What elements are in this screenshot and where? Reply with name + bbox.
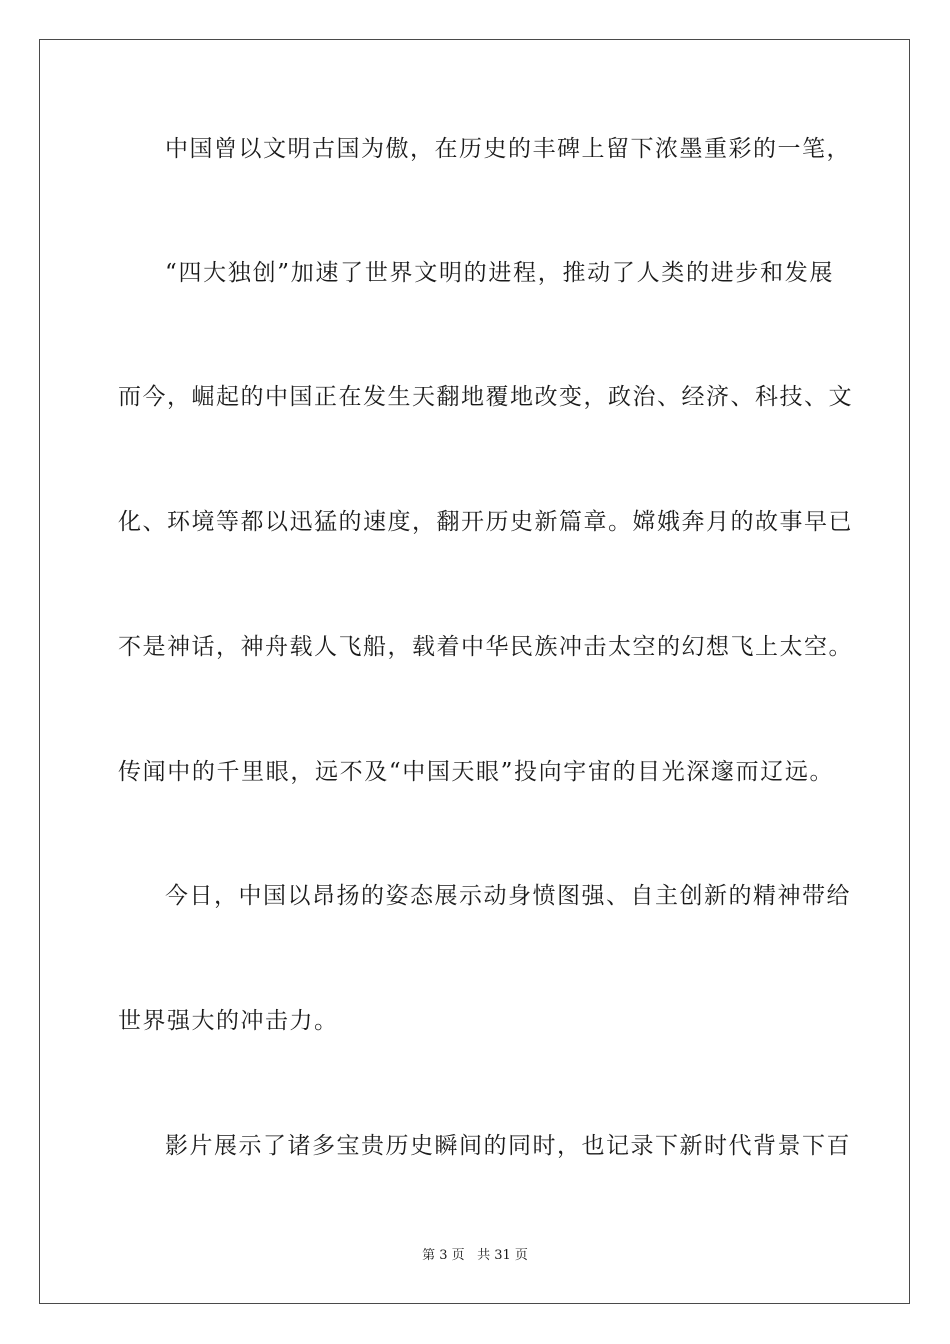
text-line: 而今，崛起的中国正在发生天翻地覆地改变，政治、经济、科技、文 — [118, 384, 853, 410]
page-number: 第 3 页 — [422, 1248, 465, 1263]
text-line: “四大独创”加速了世界文明的进程，推动了人类的进步和发展 — [165, 260, 834, 286]
text-line: 今日，中国以昂扬的姿态展示动身愤图强、自主创新的精神带给 — [165, 883, 851, 909]
page-footer — [0, 1247, 950, 1265]
text-line: 不是神话，神舟载人飞船，载着中华民族冲击太空的幻想飞上太空。 — [118, 634, 853, 660]
text-line: 世界强大的冲击力。 — [118, 1008, 339, 1034]
text-line: 化、环境等都以迅猛的速度，翻开历史新篇章。嫦娥奔月的故事早已 — [118, 509, 853, 535]
page-border — [39, 39, 910, 1304]
text-line: 中国曾以文明古国为傲，在历史的丰碑上留下浓墨重彩的一笔， — [165, 136, 851, 162]
text-line: 传闻中的千里眼，远不及“中国天眼”投向宇宙的目光深邃而辽远。 — [118, 759, 834, 785]
text-line: 影片展示了诸多宝贵历史瞬间的同时，也记录下新时代背景下百 — [165, 1133, 851, 1159]
total-pages: 共 31 页 — [477, 1248, 528, 1263]
